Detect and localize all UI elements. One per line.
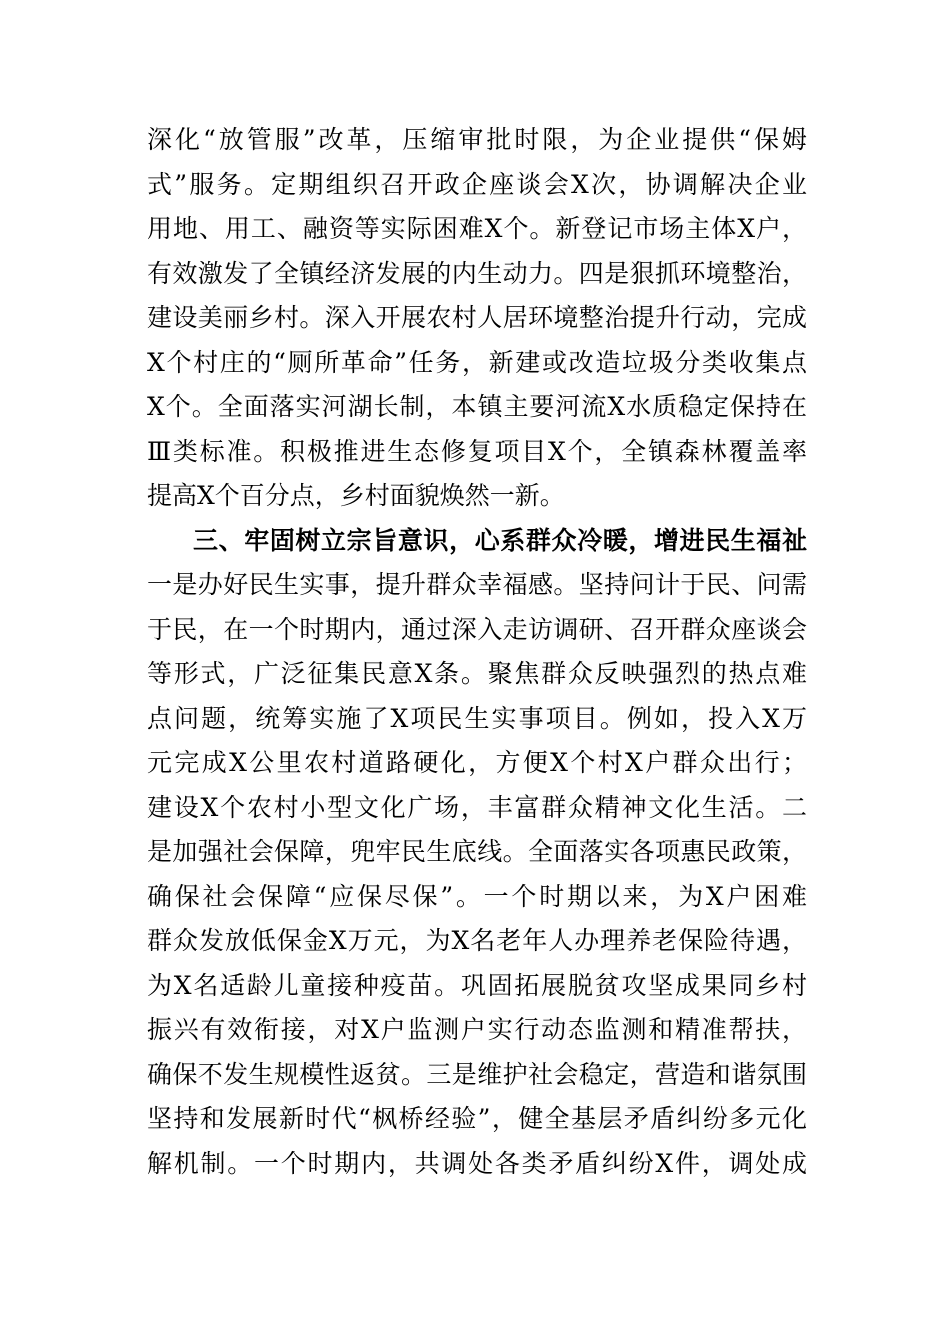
text-line: 元完成X公里农村道路硬化，方便X个村X户群众出行；: [147, 748, 807, 777]
text-line: 确保不发生规模性返贫。三是维护社会稳定，营造和谐氛围: [147, 1059, 807, 1089]
text-line: 为X名适龄儿童接种疫苗。巩固拓展脱贫攻坚成果同乡村: [147, 970, 807, 1000]
text-line: 有效激发了全镇经济发展的内生动力。四是狠抓环境整治，: [147, 258, 807, 288]
text-line: 点问题，统筹实施了X项民生实事项目。例如，投入X万: [147, 703, 807, 733]
text-line: 深化“放管服”改革，压缩审批时限，为企业提供“保姆: [147, 125, 807, 154]
paragraph-1: [147, 118, 807, 519]
document-page: [147, 118, 807, 1186]
section-heading: 三、牢固树立宗旨意识，心系群众冷暖，增进民生福祉: [193, 525, 807, 555]
text-line: 于民，在一个时期内，通过深入走访调研、召开群众座谈会: [147, 614, 807, 644]
text-line: 一是办好民生实事，提升群众幸福感。坚持问计于民、问需: [147, 570, 807, 599]
text-line: 确保社会保障“应保尽保”。一个时期以来，为X户困难: [147, 881, 807, 911]
text-line: X个。全面落实河湖长制，本镇主要河流X水质稳定保持在: [147, 392, 807, 421]
text-line: 式”服务。定期组织召开政企座谈会X次，协调解决企业: [147, 169, 807, 199]
text-line: 振兴有效衔接，对X户监测户实行动态监测和精准帮扶，: [147, 1015, 807, 1044]
text-line: 建设美丽乡村。深入开展农村人居环境整治提升行动，完成: [147, 303, 807, 332]
text-line: 提高X个百分点，乡村面貌焕然一新。: [147, 481, 565, 510]
text-line: 建设X个农村小型文化广场，丰富群众精神文化生活。二: [147, 792, 807, 822]
text-line: 用地、用工、融资等实际困难X个。新登记市场主体X户，: [147, 214, 807, 243]
text-line: Ⅲ类标准。积极推进生态修复项目X个，全镇森林覆盖率: [147, 436, 807, 466]
text-line: 是加强社会保障，兜牢民生底线。全面落实各项惠民政策，: [147, 837, 807, 866]
text-line: 坚持和发展新时代“枫桥经验”，健全基层矛盾纠纷多元化: [147, 1104, 807, 1133]
text-line: 解机制。一个时期内，共调处各类矛盾纠纷X件，调处成: [147, 1148, 807, 1178]
text-line: 等形式，广泛征集民意X条。聚焦群众反映强烈的热点难: [147, 659, 807, 688]
text-line: X个村庄的“厕所革命”任务，新建或改造垃圾分类收集点: [147, 347, 807, 377]
paragraph-2: [147, 563, 807, 1186]
text-line: 群众发放低保金X万元，为X名老年人办理养老保险待遇，: [147, 926, 807, 955]
